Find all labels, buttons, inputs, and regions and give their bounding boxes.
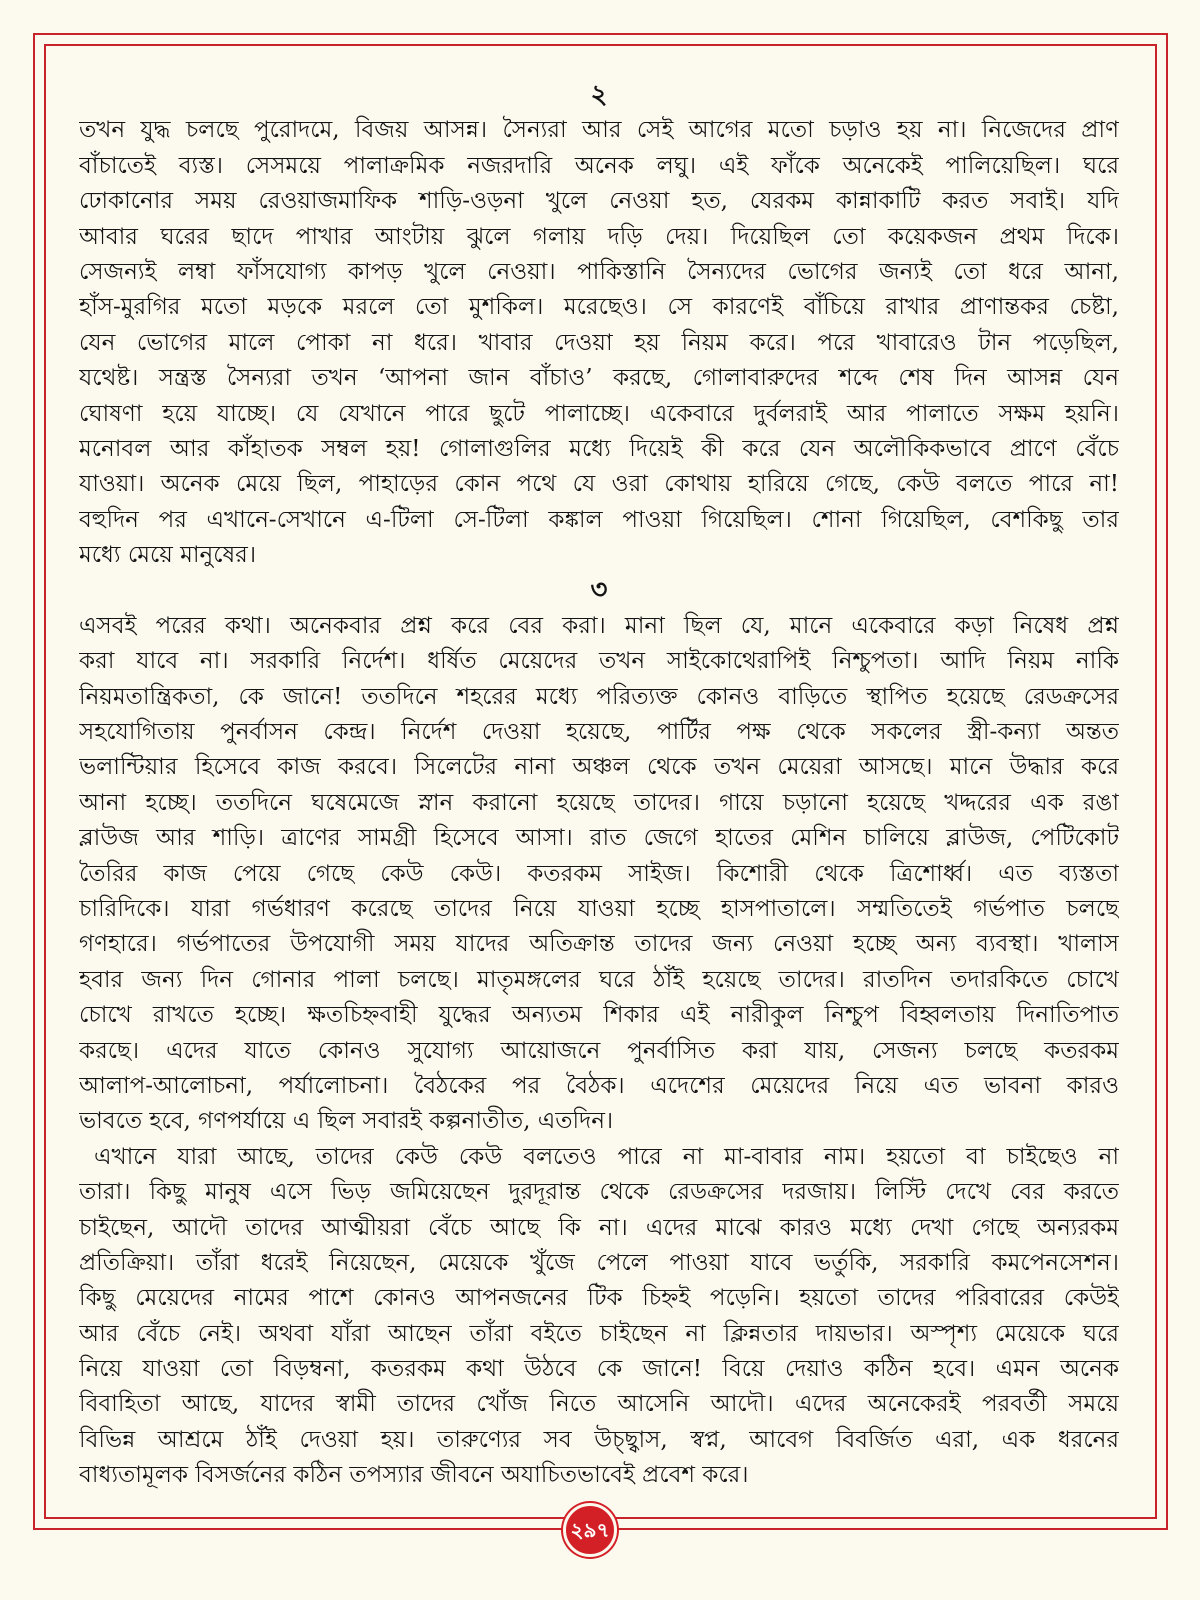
- text-line: বিবাহিতা আছে, যাদের স্বামী তাদের খোঁজ নিতে আসেনি আদৌ। এদের অনেকেরই পরবর্তী সময়ে: [79, 1391, 1119, 1418]
- text-line: চারিদিকে। যারা গর্ভধারণ করেছে তাদের নিয়ে যাওয়া হচ্ছে হাসপাতালে। সম্মতিতেই গর্ভপাত চলছে: [79, 895, 1119, 922]
- section-number: ২: [590, 80, 608, 110]
- text-line: সেজন্যই লম্বা ফাঁসযোগ্য কাপড় খুলে নেওয়া। পাকিস্তানি সৈন্যদের ভোগের জন্যই তো ধরে আনা,: [79, 258, 1119, 285]
- paragraph: [79, 1140, 1119, 1494]
- text-line: ঢোকানোর সময় রেওয়াজমাফিক শাড়ি-ওড়না খুলে নেওয়া হত, যেরকম কান্নাকাটি করত সবাই। যদি: [79, 188, 1119, 215]
- text-line: মধ্যে মেয়ে মানুষের।: [79, 542, 257, 569]
- text-line: তৈরির কাজ পেয়ে গেছে কেউ কেউ। কতরকম সাইজ। কিশোরী থেকে ত্রিশোর্ধ্ব। এত ব্যস্ততা: [79, 860, 1119, 887]
- text-line: মনোবল আর কাঁহাতক সম্বল হয়! গোলাগুলির মধ্যে দিয়েই কী করে যেন অলৌকিকভাবে প্রাণে বেঁচে: [79, 435, 1119, 462]
- text-line: ঘোষণা হয়ে যাচ্ছে। যে যেখানে পারে ছুটে পালাচ্ছে। একেবারে দুর্বলরাই আর পালাতে সক্ষম হয়নি।: [79, 400, 1119, 427]
- text-line: বাধ্যতামূলক বিসর্জনের কঠিন তপস্যার জীবনে অযাচিতভাবেই প্রবেশ করে।: [79, 1462, 749, 1489]
- text-line: তখন যুদ্ধ চলছে পুরোদমে, বিজয় আসন্ন। সৈন্যরা আর সেই আগের মতো চড়াও হয় না। নিজেদের প্রাণ: [79, 117, 1119, 144]
- text-line: বহুদিন পর এখানে-সেখানে এ-টিলা সে-টিলা কঙ্কাল পাওয়া গিয়েছিল। শোনা গিয়েছিল, বেশকিছু তার: [79, 506, 1119, 533]
- paragraph: [79, 113, 1119, 573]
- text-line: যথেষ্ট। সন্ত্রস্ত সৈন্যরা তখন ‘আপনা জান বাঁচাও’ করছে, গোলাবারুদের শব্দে শেষ দিন আসন্ন যেন: [79, 365, 1119, 392]
- text-line: এসবই পরের কথা। অনেকবার প্রশ্ন করে বের করা। মানা ছিল যে, মানে একেবারে কড়া নিষেধ প্রশ্ন: [79, 612, 1119, 639]
- text-line: আলাপ-আলোচনা, পর্যালোচনা। বৈঠকের পর বৈঠক। এদেশের মেয়েদের নিয়ে এত ভাবনা কারও: [79, 1072, 1119, 1099]
- text-line: হাঁস-মুরগির মতো মড়কে মরলে তো মুশকিল। মরেছেও। সে কারণেই বাঁচিয়ে রাখার প্রাণান্তকর চেষ্টা,: [79, 294, 1119, 321]
- text-line: কিছু মেয়েদের নামের পাশে কোনও আপনজনের টিক চিহ্নই পড়েনি। হয়তো তাদের পরিবারের কেউই: [79, 1285, 1119, 1312]
- paragraph: [79, 609, 1119, 1140]
- page-text-column: [79, 78, 1119, 1494]
- text-line: চাইছেন, আদৌ তাদের আত্মীয়রা বেঁচে আছে কি না। এদের মাঝে কারও মধ্যে দেখা গেছে অন্যরকম: [79, 1214, 1119, 1241]
- text-line: করছে। এদের যাতে কোনও সুযোগ্য আয়োজনে পুনর্বাসিত করা যায়, সেজন্য চলছে কতরকম: [79, 1037, 1119, 1064]
- text-line: সহযোগিতায় পুনর্বাসন কেন্দ্র। নির্দেশ দেওয়া হয়েছে, পার্টির পক্ষ থেকে সকলের স্ত্রী-কন্যা অন্তত: [79, 719, 1119, 746]
- text-line: হবার জন্য দিন গোনার পালা চলছে। মাতৃমঙ্গলের ঘরে ঠাঁই হয়েছে তাদের। রাতদিন তদারকিতে চোখে: [79, 966, 1119, 993]
- text-line: আর বেঁচে নেই। অথবা যাঁরা আছেন তাঁরা বইতে চাইছেন না ক্লিন্নতার দায়ভার। অস্পৃশ্য মেয়েকে ঘরে: [79, 1320, 1119, 1347]
- text-line: যাওয়া। অনেক মেয়ে ছিল, পাহাড়ের কোন পথে যে ওরা কোথায় হারিয়ে গেছে, কেউ বলতে পারে না!: [79, 471, 1119, 498]
- page-number-badge: [563, 1503, 617, 1557]
- text-line: করা যাবে না। সরকারি নির্দেশ। ধর্ষিত মেয়েদের তখন সাইকোথেরাপিই নিশ্চুপতা। আদি নিয়ম নাকি: [79, 648, 1119, 675]
- text-line: তারা। কিছু মানুষ এসে ভিড় জমিয়েছেন দুরদূরান্ত থেকে রেডক্রসের দরজায়। লিস্টি দেখে বের করতে: [79, 1179, 1119, 1206]
- text-line: ভলান্টিয়ার হিসেবে কাজ করবে। সিলেটের নানা অঞ্চল থেকে তখন মেয়েরা আসছে। মানে উদ্ধার করে: [79, 754, 1119, 781]
- text-line: আবার ঘরের ছাদে পাখার আংটায় ঝুলে গলায় দড়ি দেয়। দিয়েছিল তো কয়েকজন প্রথম দিকে।: [79, 223, 1119, 250]
- text-line: ভাবতে হবে, গণপর্যায়ে এ ছিল সবারই কল্পনাতীত, এতদিন।: [79, 1108, 614, 1135]
- text-line: বাঁচাতেই ব্যস্ত। সেসময়ে পালাক্রমিক নজরদারি অনেক লঘু। এই ফাঁকে অনেকেই পালিয়েছিল। ঘরে: [79, 152, 1119, 179]
- text-line: ব্লাউজ আর শাড়ি। ত্রাণের সামগ্রী হিসেবে আসা। রাত জেগে হাতের মেশিন চালিয়ে ব্লাউজ, পেটিকোট: [79, 825, 1119, 852]
- text-line: যেন ভোগের মালে পোকা না ধরে। খাবার দেওয়া হয় নিয়ম করে। পরে খাবারেও টান পড়েছিল,: [79, 329, 1119, 356]
- text-line: গণহারে। গর্ভপাতের উপযোগী সময় যাদের অতিক্রান্ত তাদের জন্য নেওয়া হচ্ছে অন্য ব্যবস্থা। খালাস: [79, 931, 1119, 958]
- text-line: চোখে রাখতে হচ্ছে। ক্ষতচিহ্নবাহী যুদ্ধের অন্যতম শিকার এই নারীকুল নিশ্চুপ বিহ্বলতায় দিনাতিপাত: [79, 1002, 1119, 1029]
- text-line: নিয়ে যাওয়া তো বিড়ম্বনা, কতরকম কথা উঠবে কে জানে! বিয়ে দেয়াও কঠিন হবে। এমন অনেক: [79, 1356, 1119, 1383]
- text-line: আনা হচ্ছে। ততদিনে ঘষেমেজে স্নান করানো হয়েছে তাদের। গায়ে চড়ানো হয়েছে খদ্দরের এক রঙা: [79, 789, 1119, 816]
- text-line: এখানে যারা আছে, তাদের কেউ কেউ বলতেও পারে না মা-বাবার নাম। হয়তো বা চাইছেও না: [94, 1143, 1119, 1170]
- text-line: বিভিন্ন আশ্রমে ঠাঁই দেওয়া হয়। তারুণ্যের সব উচ্ছ্বাস, স্বপ্ন, আবেগ বিবর্জিত এরা, এক ধরনের: [79, 1426, 1119, 1453]
- text-line: নিয়মতান্ত্রিকতা, কে জানে! ততদিনে শহরের মধ্যে পরিত্যক্ত কোনও বাড়িতে স্থাপিত হয়েছে রেডক্রসের: [79, 683, 1119, 710]
- page-number: ২৯৭: [570, 1518, 610, 1542]
- section-number: ৩: [590, 575, 608, 606]
- text-line: প্রতিক্রিয়া। তাঁরা ধরেই নিয়েছেন, মেয়েকে খুঁজে পেলে পাওয়া যাবে ভর্তুকি, সরকারি কমপেনসেশন।: [79, 1249, 1119, 1276]
